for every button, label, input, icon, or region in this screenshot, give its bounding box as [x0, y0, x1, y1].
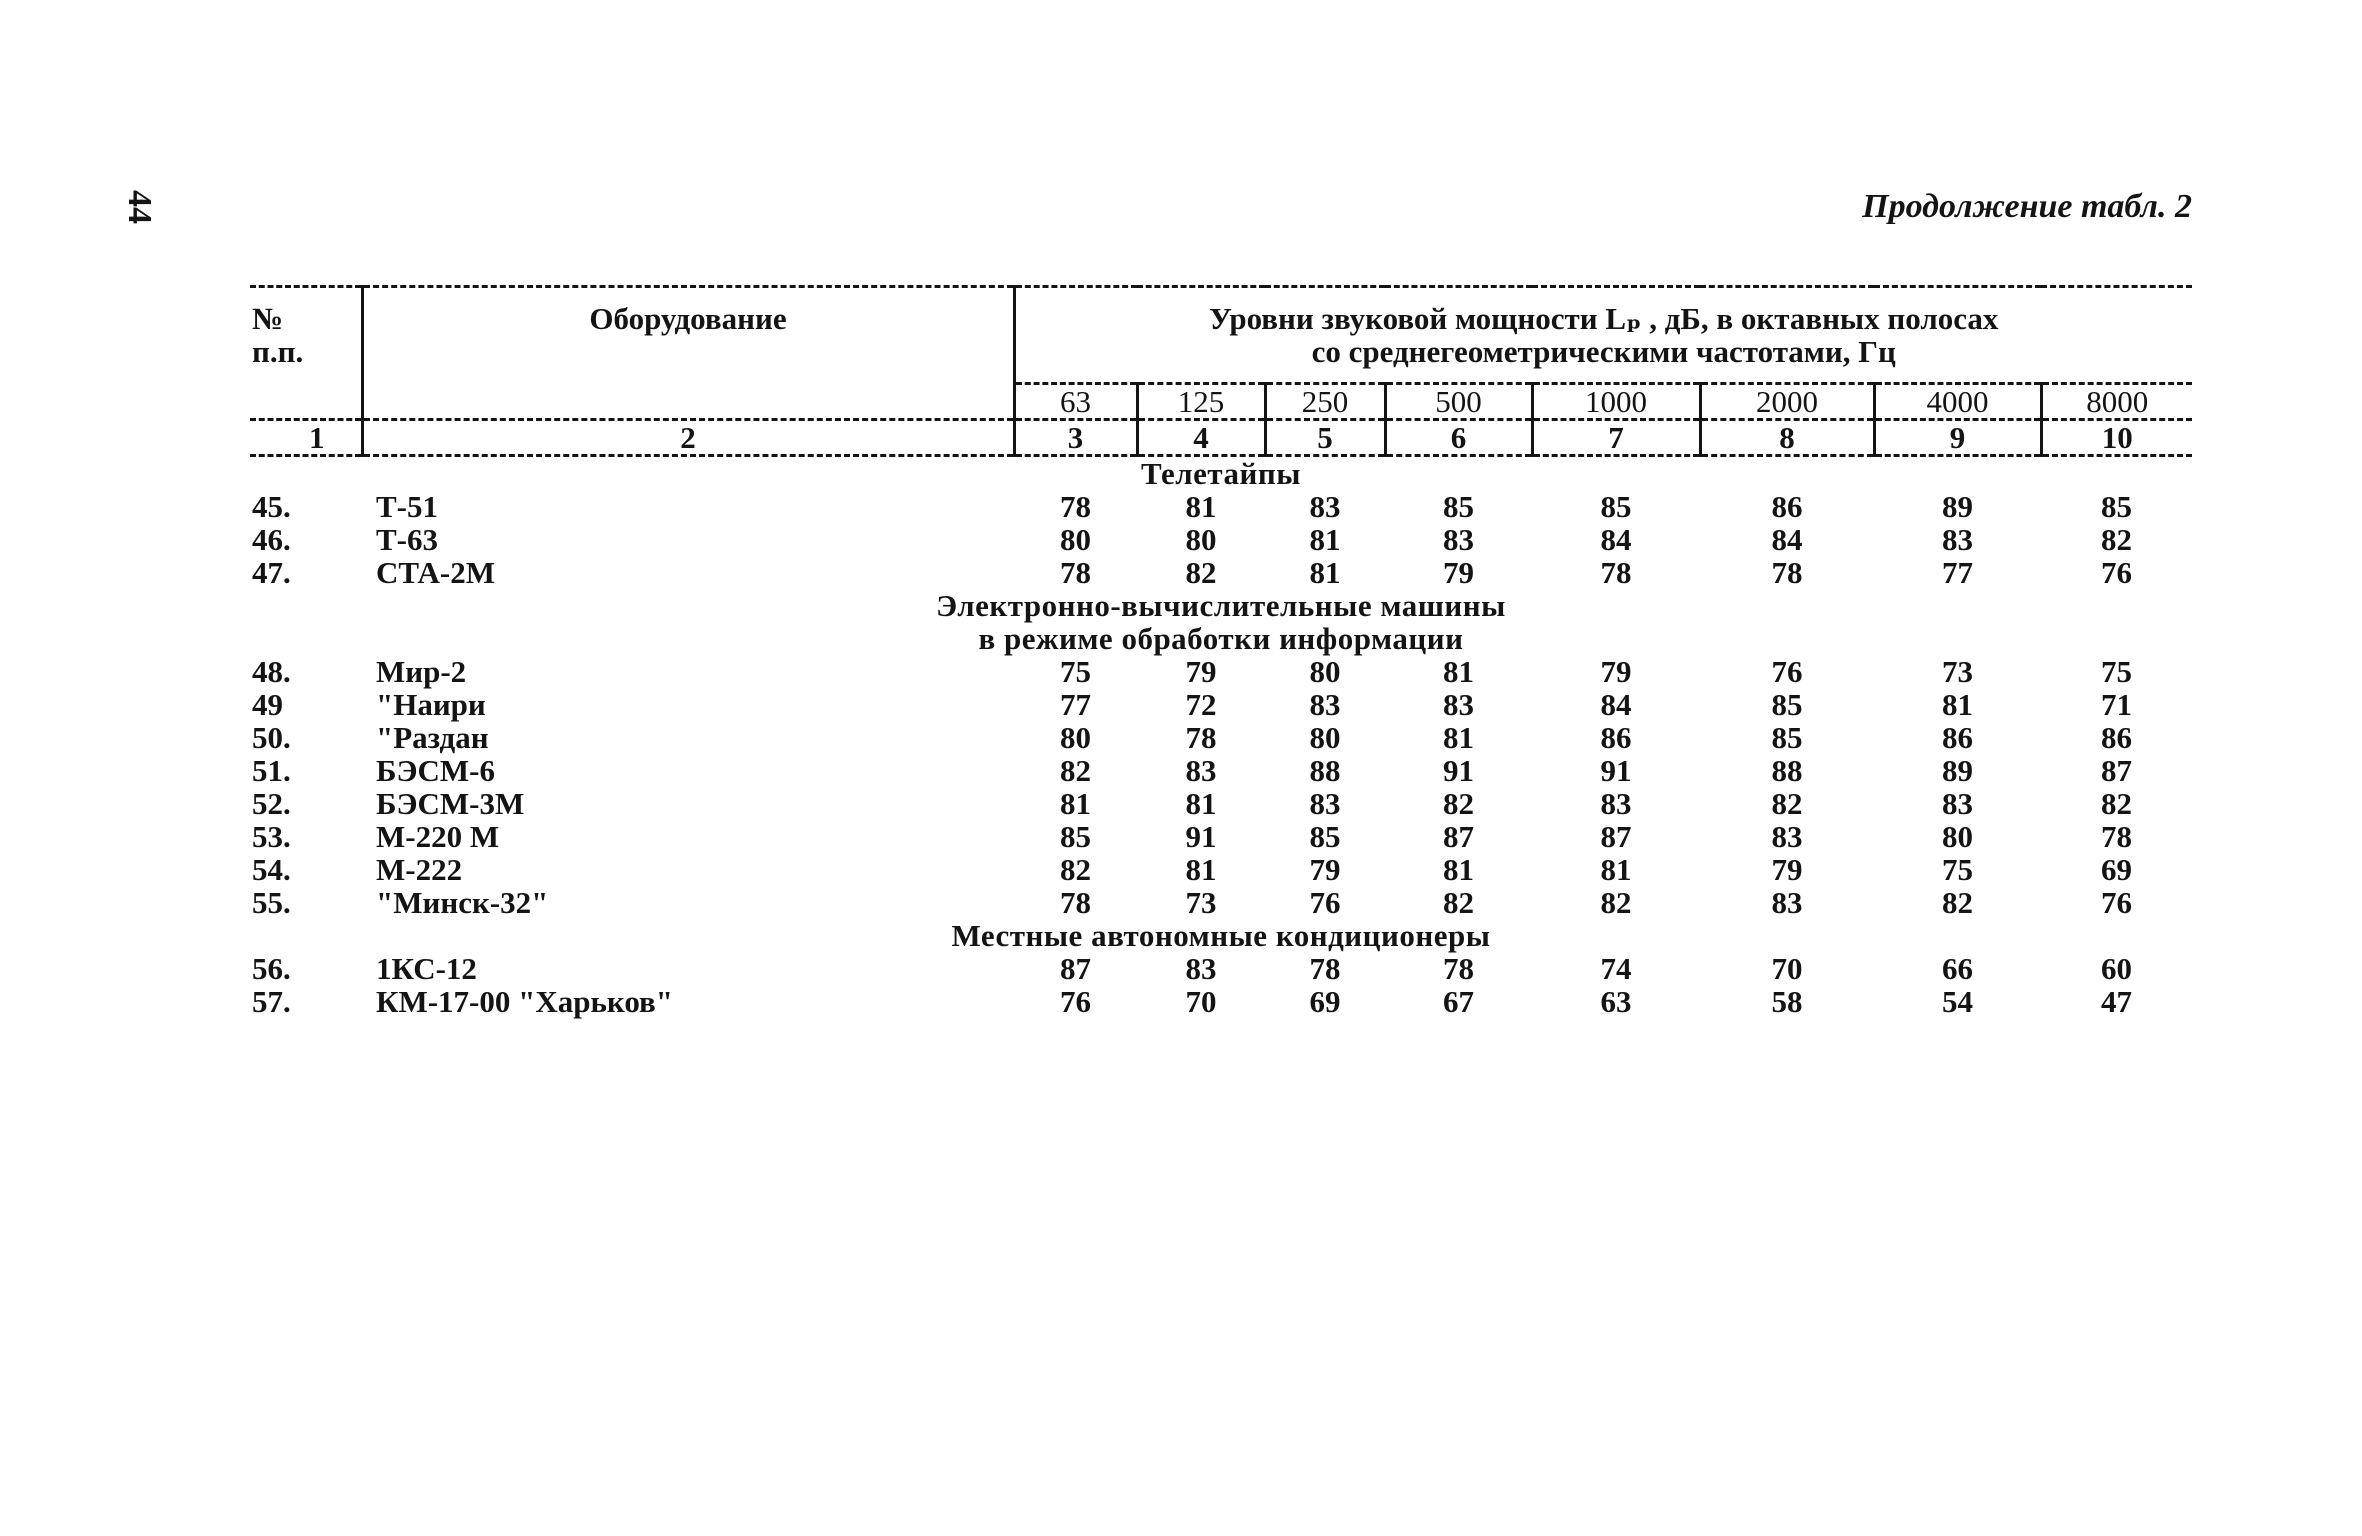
sound-level-value: 85	[1771, 687, 1803, 722]
sound-level-value: 89	[1942, 489, 1973, 524]
sound-level-value: 91	[1443, 753, 1474, 788]
section-title-line: Телетайпы	[1141, 456, 1301, 491]
sound-level-value: 84	[1600, 522, 1632, 557]
table-row	[250, 721, 2192, 754]
table-header	[250, 287, 2192, 456]
section-title-line: Местные автономные кондиционеры	[951, 918, 1491, 953]
sound-level-value: 78	[1060, 489, 1091, 524]
sound-level-value: 80	[1309, 654, 1341, 689]
equipment-name: 1КС-12	[376, 951, 477, 986]
table-body	[250, 456, 2192, 1019]
header-number-abbr: п.п.	[252, 334, 304, 369]
sound-level-value: 79	[1600, 654, 1632, 689]
sound-level-value: 76	[2101, 555, 2132, 590]
sound-level-value: 84	[1771, 522, 1803, 557]
sound-level-value: 77	[1060, 687, 1091, 722]
table-continuation-label: Продолжение табл. 2	[1862, 188, 2192, 225]
row-number: 47.	[252, 555, 291, 590]
sound-level-value: 82	[1443, 885, 1474, 920]
header-column-number: 5	[1265, 420, 1385, 456]
equipment-name: КМ-17-00 "Харьков"	[376, 984, 673, 1019]
sound-level-value: 70	[1185, 984, 1217, 1019]
equipment-name: СТА-2М	[376, 555, 495, 590]
header-frequency-cell: 2000	[1700, 384, 1874, 420]
sound-level-value: 73	[1185, 885, 1217, 920]
sound-level-value: 83	[1600, 786, 1632, 821]
sound-level-value: 70	[1771, 951, 1803, 986]
sound-level-value: 83	[1309, 687, 1341, 722]
sound-level-value: 83	[1942, 522, 1973, 557]
sound-level-value: 81	[1185, 852, 1217, 887]
row-number: 56.	[252, 951, 291, 986]
sound-level-value: 86	[2101, 720, 2132, 755]
sound-level-value: 83	[1443, 687, 1474, 722]
table-row	[250, 556, 2192, 589]
sound-level-value: 81	[1309, 555, 1341, 590]
sound-level-value: 76	[1771, 654, 1803, 689]
sound-level-value: 91	[1185, 819, 1217, 854]
sound-level-value: 77	[1942, 555, 1973, 590]
sound-level-value: 85	[2101, 489, 2132, 524]
header-levels-line2: со среднегеометрическими частотами, Гц	[1311, 334, 1896, 369]
sound-level-value: 82	[1185, 555, 1217, 590]
sound-level-value: 81	[1443, 654, 1474, 689]
sound-level-value: 81	[1942, 687, 1973, 722]
sound-level-value: 81	[1060, 786, 1091, 821]
sound-level-value: 71	[2101, 687, 2132, 722]
section-heading	[250, 919, 2192, 952]
sound-level-value: 69	[1309, 984, 1341, 1019]
sound-level-value: 82	[1060, 852, 1091, 887]
sound-level-value: 78	[2101, 819, 2132, 854]
sound-level-value: 79	[1185, 654, 1217, 689]
sound-level-value: 74	[1600, 951, 1632, 986]
sound-level-value: 76	[1060, 984, 1091, 1019]
sound-level-value: 87	[2101, 753, 2132, 788]
sound-level-value: 66	[1942, 951, 1973, 986]
sound-level-value: 87	[1600, 819, 1632, 854]
row-number: 53.	[252, 819, 291, 854]
header-frequency-cell: 125	[1137, 384, 1265, 420]
equipment-name: М-222	[376, 852, 463, 887]
sound-level-value: 69	[2101, 852, 2132, 887]
header-column-number: 3	[1014, 420, 1137, 456]
sound-level-value: 75	[2101, 654, 2132, 689]
sound-level-value: 75	[1060, 654, 1091, 689]
equipment-name: БЭСМ-3М	[376, 786, 525, 821]
sound-level-value: 67	[1443, 984, 1474, 1019]
equipment-name: Т-51	[376, 489, 438, 524]
sound-level-value: 91	[1600, 753, 1632, 788]
header-column-number: 10	[2041, 420, 2192, 456]
table-row	[250, 688, 2192, 721]
sound-level-value: 81	[1309, 522, 1341, 557]
row-number: 50.	[252, 720, 291, 755]
equipment-name: "Раздан	[376, 720, 489, 755]
sound-level-value: 72	[1185, 687, 1217, 722]
equipment-name: "Минск-32"	[376, 885, 549, 920]
sound-level-value: 80	[1185, 522, 1217, 557]
sound-level-value: 83	[1771, 819, 1803, 854]
sound-level-value: 82	[2101, 786, 2132, 821]
header-column-number: 4	[1137, 420, 1265, 456]
header-frequency-cell: 500	[1385, 384, 1532, 420]
header-levels-line1: Уровни звуковой мощности Lₚ , дБ, в октавных полосах	[1209, 301, 1999, 336]
header-column-number: 9	[1874, 420, 2041, 456]
sound-level-value: 83	[1309, 489, 1341, 524]
sound-level-value: 85	[1443, 489, 1474, 524]
header-column-number: 2	[362, 420, 1014, 456]
sound-level-value: 81	[1185, 786, 1217, 821]
sound-level-value: 86	[1771, 489, 1803, 524]
header-frequency-cell: 4000	[1874, 384, 2041, 420]
sound-level-value: 78	[1185, 720, 1217, 755]
sound-level-value: 86	[1600, 720, 1632, 755]
sound-level-value: 76	[2101, 885, 2132, 920]
sound-level-value: 78	[1771, 555, 1803, 590]
sound-level-value: 86	[1942, 720, 1973, 755]
sound-level-value: 82	[1942, 885, 1973, 920]
sound-level-value: 80	[1060, 720, 1091, 755]
section-title-line: Электронно-вычислительные машины	[936, 588, 1506, 623]
sound-level-value: 79	[1771, 852, 1803, 887]
sound-level-value: 85	[1060, 819, 1091, 854]
row-number: 45.	[252, 489, 291, 524]
table-row	[250, 886, 2192, 919]
section-heading-row	[250, 456, 2192, 491]
sound-level-value: 83	[1771, 885, 1803, 920]
header-frequency-cell: 1000	[1532, 384, 1700, 420]
sound-level-value: 80	[1309, 720, 1341, 755]
sound-level-value: 82	[1443, 786, 1474, 821]
equipment-name: М-220 М	[376, 819, 500, 854]
sound-level-value: 82	[1060, 753, 1091, 788]
header-frequency-cell: 250	[1265, 384, 1385, 420]
sound-level-value: 83	[1942, 786, 1973, 821]
sound-level-value: 81	[1185, 489, 1217, 524]
header-number-cell	[250, 287, 362, 420]
sound-level-value: 60	[2101, 951, 2132, 986]
sound-level-value: 78	[1060, 885, 1091, 920]
section-heading	[250, 589, 2192, 655]
header-column-number: 8	[1700, 420, 1874, 456]
section-heading-row	[250, 589, 2192, 655]
sound-level-value: 83	[1185, 753, 1217, 788]
sound-level-value: 78	[1443, 951, 1474, 986]
sound-level-value: 78	[1600, 555, 1632, 590]
table-row	[250, 754, 2192, 787]
sound-level-value: 85	[1309, 819, 1341, 854]
sound-level-value: 81	[1443, 852, 1474, 887]
section-heading-row	[250, 919, 2192, 952]
row-number: 48.	[252, 654, 291, 689]
sound-level-value: 82	[1600, 885, 1632, 920]
sound-level-value: 88	[1771, 753, 1803, 788]
sound-level-value: 79	[1309, 852, 1341, 887]
row-number: 52.	[252, 786, 291, 821]
row-number: 51.	[252, 753, 291, 788]
sound-level-value: 76	[1309, 885, 1341, 920]
sound-level-value: 47	[2101, 984, 2132, 1019]
equipment-name: Мир-2	[376, 654, 467, 689]
sound-level-value: 84	[1600, 687, 1632, 722]
equipment-name: "Наири	[376, 687, 486, 722]
header-number-symbol: №	[252, 301, 284, 336]
row-number: 54.	[252, 852, 291, 887]
sound-level-value: 58	[1771, 984, 1803, 1019]
row-number: 46.	[252, 522, 291, 557]
table-row	[250, 523, 2192, 556]
sound-level-value: 85	[1600, 489, 1632, 524]
sound-level-value: 87	[1443, 819, 1474, 854]
sound-level-value: 80	[1942, 819, 1973, 854]
sound-level-value: 54	[1942, 984, 1973, 1019]
sound-level-value: 79	[1443, 555, 1474, 590]
header-equipment: Оборудование	[362, 287, 1014, 420]
sound-level-value: 80	[1060, 522, 1091, 557]
table-row	[250, 985, 2192, 1018]
equipment-name: БЭСМ-6	[376, 753, 495, 788]
sound-level-value: 88	[1309, 753, 1341, 788]
sound-level-value: 78	[1309, 951, 1341, 986]
header-column-number: 1	[250, 420, 362, 456]
section-heading	[250, 456, 2192, 491]
sound-level-value: 75	[1942, 852, 1973, 887]
header-frequency-cell: 8000	[2041, 384, 2192, 420]
sound-power-table	[250, 285, 2192, 1018]
table-row	[250, 655, 2192, 688]
table-row	[250, 787, 2192, 820]
header-sound-levels	[1014, 287, 2192, 384]
header-column-number: 6	[1385, 420, 1532, 456]
sound-level-value: 82	[1771, 786, 1803, 821]
table-row	[250, 952, 2192, 985]
sound-level-value: 73	[1942, 654, 1973, 689]
header-column-number-row	[250, 420, 2192, 456]
header-column-number: 7	[1532, 420, 1700, 456]
row-number: 55.	[252, 885, 291, 920]
header-frequency-cell: 63	[1014, 384, 1137, 420]
sound-level-value: 83	[1309, 786, 1341, 821]
row-number: 57.	[252, 984, 291, 1019]
table-row	[250, 490, 2192, 523]
sound-level-value: 89	[1942, 753, 1973, 788]
row-number: 49	[252, 687, 283, 722]
page-number: 44	[121, 190, 158, 224]
sound-level-value: 63	[1600, 984, 1632, 1019]
section-title-line: в режиме обработки информации	[978, 621, 1464, 656]
sound-level-value: 83	[1443, 522, 1474, 557]
sound-level-value: 81	[1600, 852, 1632, 887]
table-row	[250, 853, 2192, 886]
sound-level-value: 81	[1443, 720, 1474, 755]
sound-level-value: 83	[1185, 951, 1217, 986]
sound-level-value: 87	[1060, 951, 1091, 986]
sound-level-value: 82	[2101, 522, 2132, 557]
sound-level-value: 78	[1060, 555, 1091, 590]
table-row	[250, 820, 2192, 853]
sound-level-value: 85	[1771, 720, 1803, 755]
equipment-name: Т-63	[376, 522, 438, 557]
